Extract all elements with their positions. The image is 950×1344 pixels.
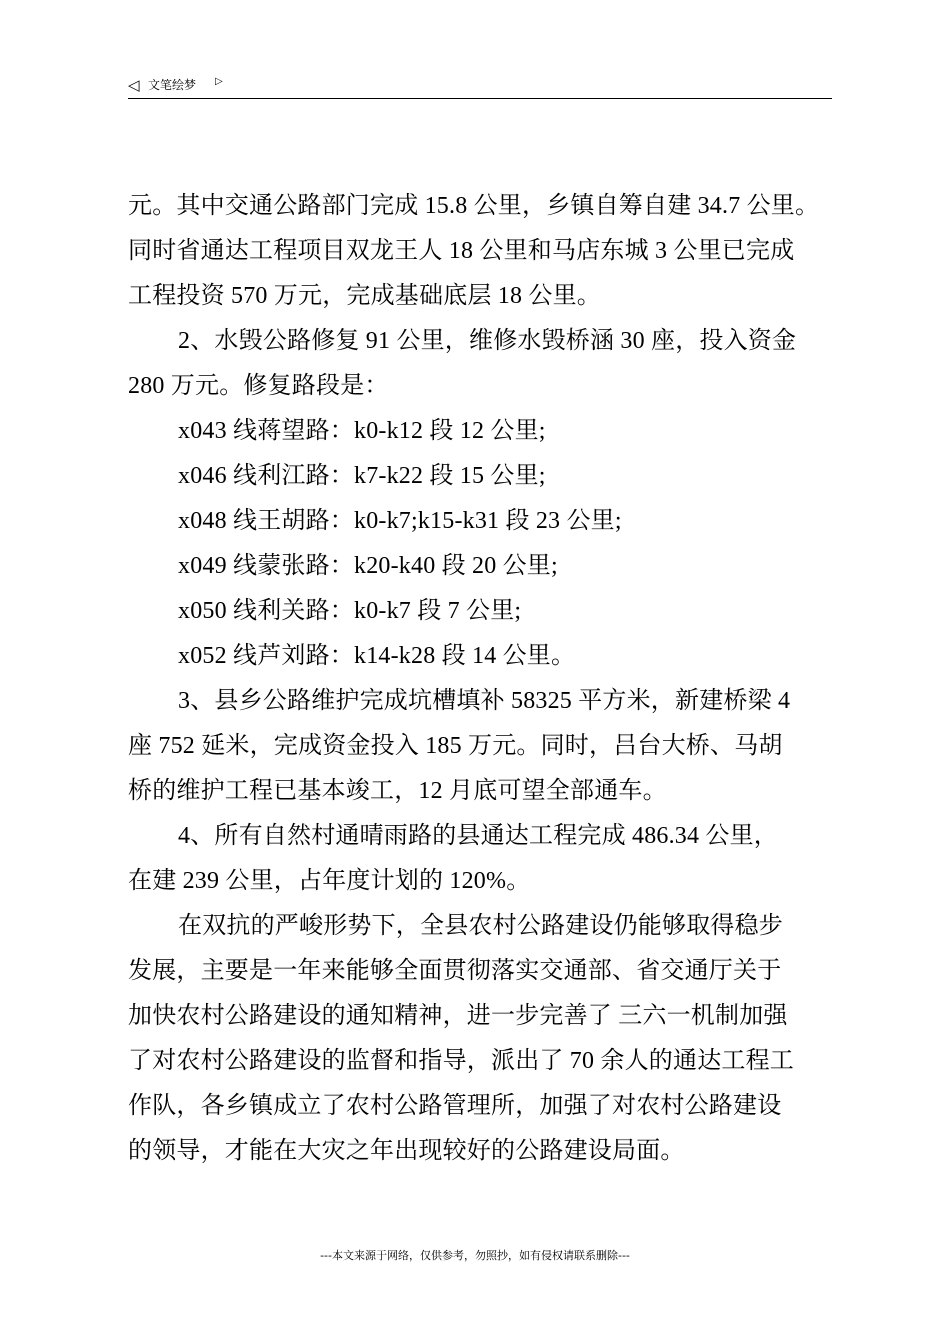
text-line: 工程投资 570 万元，完成基础底层 18 公里。	[128, 283, 601, 309]
road-item: x052 线芦刘路：k14-k28 段 14 公里。	[178, 643, 576, 669]
paragraph-2-first-line: 2、水毁公路修复 91 公里，维修水毁桥涵 30 座，投入资金	[178, 328, 797, 354]
text-line: 加快农村公路建设的通知精神，进一步完善了 三六一机制加强	[128, 1003, 788, 1029]
left-triangle-icon: ◁	[128, 76, 140, 94]
page-header	[128, 74, 832, 99]
road-item: x046 线利江路：k7-k22 段 15 公里;	[178, 463, 546, 489]
road-item: x050 线利关路：k0-k7 段 7 公里;	[178, 598, 522, 624]
paragraph-3-first-line: 3、县乡公路维护完成坑槽填补 58325 平方米，新建桥梁 4	[178, 688, 791, 714]
text-line: 元。其中交通公路部门完成 15.8 公里，乡镇自筹自建 34.7 公里。	[128, 193, 820, 219]
text-line: 的领导，才能在大灾之年出现较好的公路建设局面。	[128, 1138, 685, 1164]
right-triangle-icon: ▷	[215, 76, 223, 87]
header-title: 文笔绘梦	[148, 78, 197, 92]
paragraph-5-first-line: 在双抗的严峻形势下，全县农村公路建设仍能够取得稳步	[178, 913, 783, 939]
road-item: x043 线蒋望路：k0-k12 段 12 公里;	[178, 418, 546, 444]
text-line: 同时省通达工程项目双龙王人 18 公里和马店东城 3 公里已完成	[128, 238, 795, 264]
road-item: x049 线蒙张路：k20-k40 段 20 公里;	[178, 553, 558, 579]
text-line: 作队，各乡镇成立了农村公路管理所，加强了对农村公路建设	[128, 1093, 782, 1119]
road-item: x048 线王胡路：k0-k7;k15-k31 段 23 公里;	[178, 508, 622, 534]
text-line: 桥的维护工程已基本竣工，12 月底可望全部通车。	[128, 778, 667, 804]
text-line: 在建 239 公里，占年度计划的 120%。	[128, 868, 531, 894]
text-line: 座 752 延米，完成资金投入 185 万元。同时，吕台大桥、马胡	[128, 733, 783, 759]
paragraph-4-first-line: 4、所有自然村通晴雨路的县通达工程完成 486.34 公里，	[178, 823, 778, 849]
text-line: 了对农村公路建设的监督和指导，派出了 70 余人的通达工程工	[128, 1048, 794, 1074]
text-line: 280 万元。修复路段是：	[128, 373, 389, 399]
text-line: 发展，主要是一年来能够全面贯彻落实交通部、省交通厅关于	[128, 958, 782, 984]
page-footer: ---本文来源于网络，仅供参考，勿照抄，如有侵权请联系删除---	[320, 1249, 630, 1262]
document-body	[128, 184, 848, 1174]
